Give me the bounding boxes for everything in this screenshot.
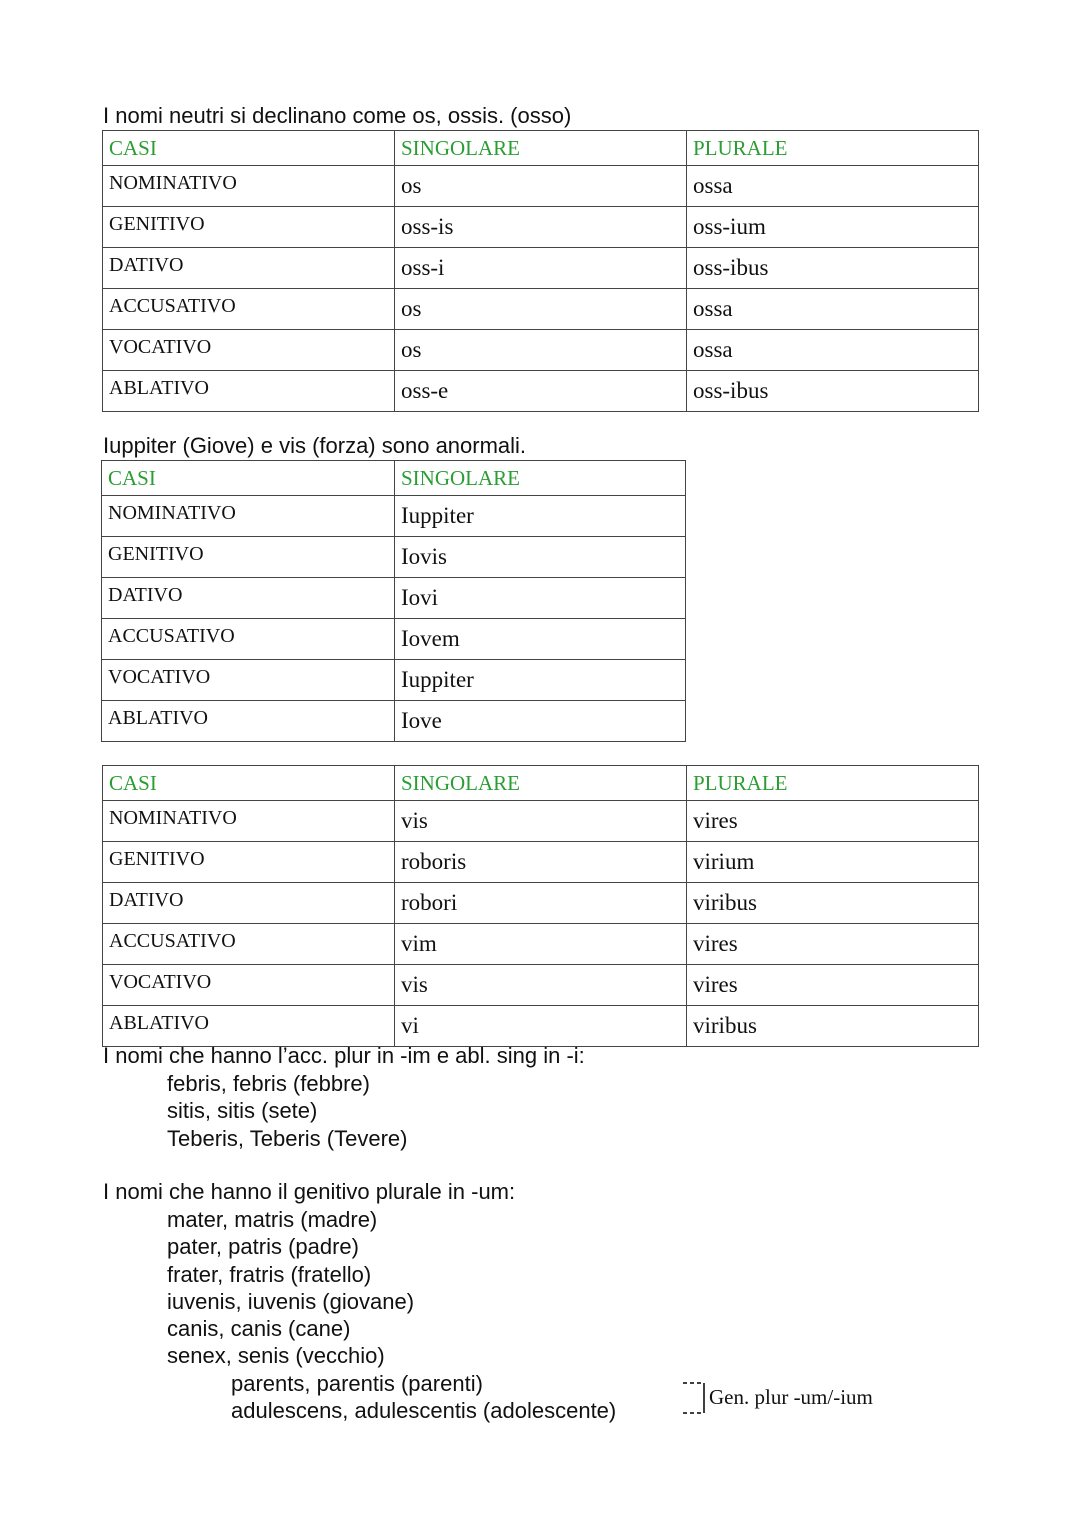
plural-cell: viribus [687, 1006, 979, 1047]
singular-cell: Iuppiter [395, 496, 686, 537]
table-row [103, 371, 979, 412]
table-header-row [103, 766, 979, 801]
table-row [103, 1006, 979, 1047]
case-cell: DATIVO [103, 883, 395, 924]
singular-cell: Iovis [395, 537, 686, 578]
table-row [103, 330, 979, 371]
iuppiter-declension-table [101, 460, 686, 742]
table-row [103, 801, 979, 842]
list-item: parents, parentis (parenti) [231, 1371, 483, 1396]
section2-heading: Iuppiter (Giove) e vis (forza) sono anormali. [103, 433, 527, 458]
singular-cell: os [395, 166, 687, 207]
vis-declension-table [102, 765, 979, 1047]
table-row [102, 537, 686, 578]
header-singolare: SINGOLARE [395, 766, 687, 801]
case-cell: ABLATIVO [103, 1006, 395, 1047]
list2-sub [231, 1370, 616, 1425]
singular-cell: roboris [395, 842, 687, 883]
singular-cell: robori [395, 883, 687, 924]
table-row [103, 289, 979, 330]
table-row [102, 496, 686, 537]
singular-cell: os [395, 330, 687, 371]
case-cell: ABLATIVO [103, 371, 395, 412]
table-row [103, 883, 979, 924]
bracket-icon [682, 1381, 706, 1415]
case-cell: NOMINATIVO [102, 496, 395, 537]
header-casi: CASI [102, 461, 395, 496]
case-cell: VOCATIVO [103, 330, 395, 371]
case-cell: DATIVO [102, 578, 395, 619]
case-cell: VOCATIVO [103, 965, 395, 1006]
table-row [103, 965, 979, 1006]
singular-cell: oss-is [395, 207, 687, 248]
list-item: Teberis, Teberis (Tevere) [167, 1125, 408, 1151]
singular-cell: vis [395, 965, 687, 1006]
plural-cell: vires [687, 965, 979, 1006]
list2 [167, 1206, 414, 1370]
table-row [103, 924, 979, 965]
plural-cell: virium [687, 842, 979, 883]
case-cell: GENITIVO [103, 842, 395, 883]
list-item: canis, canis (cane) [167, 1316, 351, 1342]
table-row [103, 166, 979, 207]
list-item: frater, fratris (fratello) [167, 1261, 372, 1287]
singular-cell: oss-i [395, 248, 687, 289]
singular-cell: oss-e [395, 371, 687, 412]
table-row [103, 842, 979, 883]
singular-cell: vim [395, 924, 687, 965]
case-cell: NOMINATIVO [103, 801, 395, 842]
table-header-row [102, 461, 686, 496]
list2-heading: I nomi che hanno il genitivo plurale in -um: [103, 1179, 516, 1204]
case-cell: DATIVO [103, 248, 395, 289]
plural-cell: ossa [687, 330, 979, 371]
plural-cell: ossa [687, 289, 979, 330]
case-cell: VOCATIVO [102, 660, 395, 701]
singular-cell: os [395, 289, 687, 330]
case-cell: ACCUSATIVO [103, 924, 395, 965]
singular-cell: vi [395, 1006, 687, 1047]
list-item: febris, febris (febbre) [167, 1071, 370, 1096]
singular-cell: Iuppiter [395, 660, 686, 701]
singular-cell: Iovem [395, 619, 686, 660]
case-cell: NOMINATIVO [103, 166, 395, 207]
list-item: iuvenis, iuvenis (giovane) [167, 1288, 415, 1314]
table-row [102, 701, 686, 742]
plural-cell: vires [687, 801, 979, 842]
table-header-row [103, 131, 979, 166]
plural-cell: ossa [687, 166, 979, 207]
table-row [103, 207, 979, 248]
header-singolare: SINGOLARE [395, 461, 686, 496]
plural-cell: vires [687, 924, 979, 965]
case-cell: ACCUSATIVO [103, 289, 395, 330]
case-cell: ABLATIVO [102, 701, 395, 742]
list-item: senex, senis (vecchio) [167, 1343, 385, 1369]
list1 [167, 1070, 407, 1152]
list-item: pater, patris (padre) [167, 1234, 359, 1260]
case-cell: GENITIVO [102, 537, 395, 578]
os-declension-table [102, 130, 979, 412]
plural-cell: oss-ibus [687, 248, 979, 289]
section1-heading: I nomi neutri si declinano come os, ossis. (osso) [103, 103, 572, 128]
list-item: adulescens, adulescentis (adolescente) [231, 1398, 617, 1424]
table-row [102, 660, 686, 701]
header-plurale: PLURALE [687, 131, 979, 166]
table-row [102, 619, 686, 660]
table-row [102, 578, 686, 619]
singular-cell: Iovi [395, 578, 686, 619]
singular-cell: vis [395, 801, 687, 842]
plural-cell: oss-ium [687, 207, 979, 248]
header-plurale: PLURALE [687, 766, 979, 801]
case-cell: GENITIVO [103, 207, 395, 248]
header-casi: CASI [103, 766, 395, 801]
list-item: sitis, sitis (sete) [167, 1098, 318, 1124]
plural-cell: oss-ibus [687, 371, 979, 412]
list1-heading: I nomi che hanno l’acc. plur in -im e abl. sing in -i: [103, 1043, 585, 1068]
header-casi: CASI [103, 131, 395, 166]
singular-cell: Iove [395, 701, 686, 742]
case-cell: ACCUSATIVO [102, 619, 395, 660]
table-row [103, 248, 979, 289]
plural-cell: viribus [687, 883, 979, 924]
genitive-note: Gen. plur -um/-ium [709, 1385, 873, 1409]
list-item: mater, matris (madre) [167, 1207, 378, 1232]
header-singolare: SINGOLARE [395, 131, 687, 166]
